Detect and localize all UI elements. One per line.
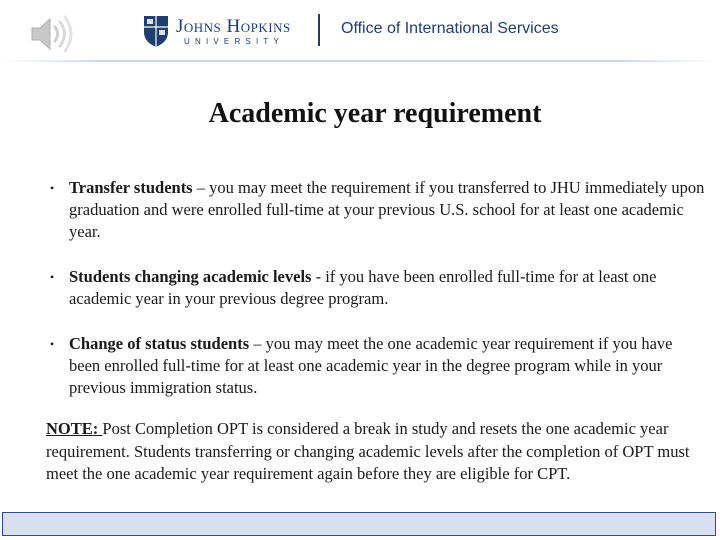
bullet-separator: - [311,267,326,286]
university-subtitle: UNIVERSITY [184,37,285,46]
note-text: Post Completion OPT is considered a break in study and resets the one academic year requirement. Students transferring or changing academic levels after the completion of OPT must meet the one academic year requirement again before they are eligible for CPT. [46,419,690,483]
bullet-text: you may meet the one academic year requirement if you have been enrolled full-time for at least one academic year in the degree program while in your previous immigration status. [69,334,673,397]
bullet-term: Transfer students [69,178,193,197]
bullet-icon: • [50,270,55,284]
bullet-term: Change of status students [69,334,250,353]
bullet-text: if you have been enrolled full-time for at least one academic year in your previous degree program. [69,267,657,308]
shield-icon [142,14,170,48]
header-divider [318,14,320,46]
bullet-icon: • [50,337,55,351]
bullet-term: Students changing academic levels [69,267,312,286]
bullet-change-of-status [46,333,706,399]
header-rule [0,60,720,62]
bullet-text: you may meet the requirement if you transferred to JHU immediately upon graduation and were enrolled full-time at your previous U.S. school for at least one academic year. [69,178,705,241]
bullet-separator: – [249,334,266,353]
bullet-icon: • [50,181,55,195]
office-title: Office of International Services [341,20,559,37]
note-paragraph [46,418,706,486]
bullet-list [46,177,706,399]
university-logo [142,14,312,48]
university-name: Johns Hopkins [176,16,291,37]
footer-bar [2,512,716,536]
note-label: NOTE: [46,419,103,438]
bullet-separator: – [192,178,210,197]
slide-title: Academic year requirement [208,98,542,129]
speaker-icon[interactable] [30,14,78,54]
bullet-changing-levels [46,266,706,310]
bullet-transfer-students [46,177,706,243]
header [0,0,720,64]
